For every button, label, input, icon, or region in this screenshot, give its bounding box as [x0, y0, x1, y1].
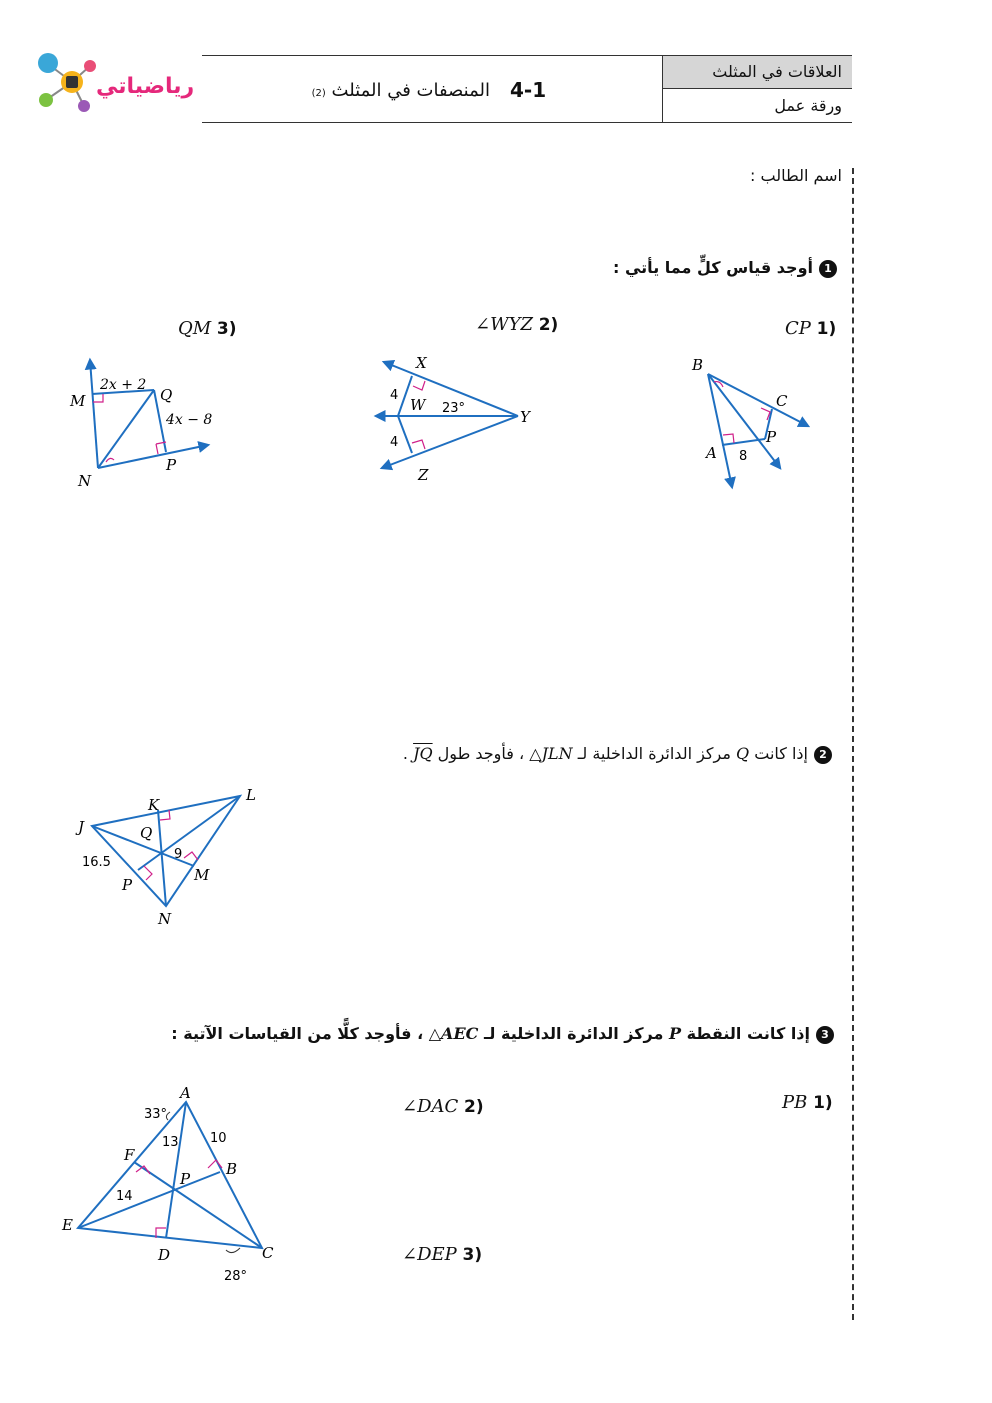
- q3-item-3-label: ∠DEP: [402, 1244, 457, 1265]
- q3-len-14: 14: [116, 1189, 133, 1204]
- q1-badge: 1: [819, 260, 837, 278]
- header-divider: [662, 55, 663, 123]
- fig2-len-b: 4: [390, 435, 399, 450]
- q3-item-3-num: 3): [462, 1245, 483, 1265]
- q2-prompt-row: [403, 744, 832, 764]
- q1-figure-2: [370, 352, 540, 487]
- q3-angle-c: 28°: [224, 1269, 248, 1284]
- q1-item-2: [475, 314, 558, 335]
- q3-prompt-row: [171, 1024, 834, 1044]
- q2-prompt-q: Q: [736, 744, 750, 763]
- q1-item-3: [178, 318, 237, 339]
- fig3-label-p: P: [166, 456, 177, 474]
- q3-prompt-c: ، فأوجد كلًّا من القياسات الآتية :: [171, 1024, 429, 1043]
- q3-angle-a: 33°: [144, 1107, 168, 1122]
- fig2-label-x: X: [416, 354, 427, 372]
- q2-label-j: J: [78, 818, 85, 836]
- q1-item-1-label: CP: [785, 318, 811, 339]
- q2-prompt-b: مركز الدائرة الداخلية لـ: [572, 744, 737, 763]
- lesson-title: المنصفات في المثلث: [331, 80, 490, 101]
- q1-prompt-row: [613, 258, 837, 278]
- q3-label-d: D: [158, 1246, 171, 1264]
- header-bottom-rule: [202, 122, 852, 123]
- q1-item-3-label: QM: [178, 318, 212, 339]
- q3-item-1-label: PB: [782, 1092, 808, 1113]
- q2-prompt-tri: △JLN: [529, 744, 573, 763]
- q3-label-e: E: [62, 1216, 73, 1234]
- q1-item-1-num: 1): [816, 319, 837, 339]
- fig1-label-p: P: [766, 428, 777, 446]
- q2-label-k: K: [148, 796, 160, 814]
- fig1-label-c: C: [776, 392, 788, 410]
- q3-label-b: B: [226, 1160, 238, 1178]
- q3-item-2: [402, 1096, 484, 1117]
- fig2-label-w: W: [410, 396, 426, 414]
- lesson-title-wrap: [300, 80, 490, 101]
- q3-item-2-num: 2): [464, 1097, 484, 1117]
- q3-len-13: 13: [162, 1135, 179, 1150]
- q3-prompt-a: إذا كانت النقطة: [681, 1024, 810, 1043]
- q3-figure: [60, 1080, 290, 1290]
- q3-label-f: F: [124, 1146, 135, 1164]
- q3-label-c: C: [262, 1244, 274, 1262]
- q2-prompt-seg: JQ: [413, 744, 433, 763]
- q3-item-2-label: ∠DAC: [402, 1096, 459, 1117]
- margin-dashed-line: [852, 168, 854, 1320]
- unit-title: العلاقات في المثلث: [712, 62, 842, 81]
- q2-badge: 2: [814, 746, 832, 764]
- q2-figure: [74, 782, 274, 932]
- q3-item-3: [402, 1244, 482, 1265]
- q3-label-p: P: [180, 1170, 191, 1188]
- fig2-len-a: 4: [390, 388, 399, 403]
- q2-label-l: L: [246, 786, 256, 804]
- q3-label-a: A: [180, 1084, 191, 1102]
- q1-item-1: [785, 318, 836, 339]
- q3-badge: 3: [816, 1026, 834, 1044]
- lesson-part: (2): [311, 88, 326, 99]
- q3-prompt-b: مركز الدائرة الداخلية لـ: [478, 1024, 669, 1043]
- logo: [32, 48, 195, 116]
- sheet-type: ورقة عمل: [774, 96, 842, 115]
- q2-nine: 9: [174, 847, 183, 862]
- q3-len-10: 10: [210, 1131, 227, 1146]
- fig3-label-n: N: [78, 472, 92, 490]
- fig3-expr-side: 4x − 8: [166, 412, 213, 428]
- q2-label-m: M: [194, 866, 210, 884]
- fig3-expr-top: 2x + 2: [100, 377, 147, 393]
- q3-item-1-num: 1): [813, 1093, 833, 1113]
- q2-label-n: N: [158, 910, 172, 928]
- fig2-label-z: Z: [418, 466, 429, 484]
- q1-item-2-label: ∠WYZ: [475, 314, 533, 335]
- q2-prompt-c: ، فأوجد طول: [432, 744, 530, 763]
- q1-figure-3: [66, 352, 226, 492]
- q3-prompt-p: P: [668, 1024, 682, 1043]
- q3-prompt-tri: △AEC: [428, 1024, 479, 1043]
- fig1-len: 8: [739, 449, 748, 464]
- fig1-label-a: A: [706, 444, 717, 462]
- lesson-number: 4-1: [510, 78, 547, 102]
- student-name-label: اسم الطالب :: [750, 166, 842, 185]
- fig1-label-b: B: [692, 356, 704, 374]
- fig3-label-q: Q: [160, 386, 173, 404]
- q2-prompt-a: إذا كانت: [749, 744, 808, 763]
- q2-label-p: P: [122, 876, 133, 894]
- header-top-rule: [202, 55, 852, 56]
- q1-prompt: أوجد قياس كلٍّ مما يأتي :: [613, 258, 813, 277]
- q1-figure-1: [690, 352, 820, 492]
- q3-item-1: [782, 1092, 833, 1113]
- logo-text: رياضياتي: [96, 74, 195, 99]
- fig2-label-y: Y: [520, 408, 530, 426]
- q2-label-q: Q: [140, 824, 153, 842]
- q2-prompt-d: .: [402, 744, 414, 763]
- fig2-angle: 23°: [442, 401, 466, 416]
- fig3-label-m: M: [70, 392, 86, 410]
- q2-len: 16.5: [82, 855, 111, 870]
- q1-item-3-num: 3): [216, 319, 237, 339]
- q1-item-2-num: 2): [538, 315, 559, 335]
